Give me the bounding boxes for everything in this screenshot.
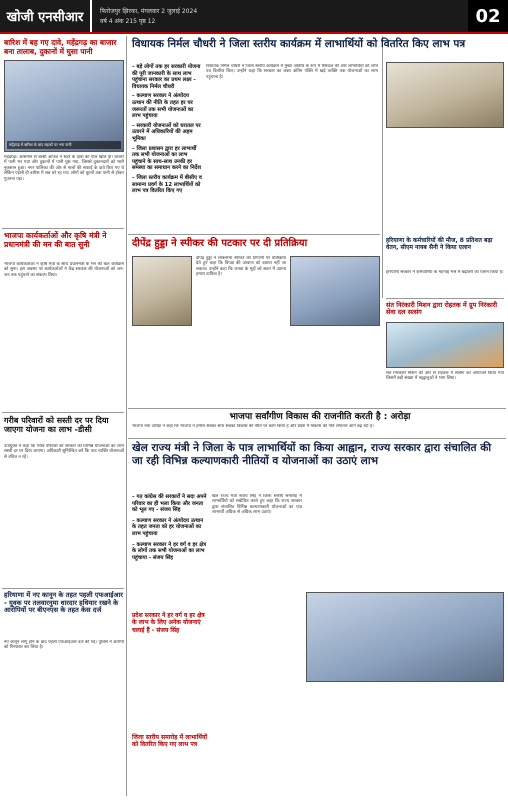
rain-body: महेंद्रगढ़। आसमान से बरसी आफत ने शहर के दावों की पोल खोल दी। बाजार में पानी भर गया और दुकानों में पानी घुस गया, जिससे दुकानदारों को भारी नुकसान हुआ। नगर पालिका की ओर से नालों की सफाई के दावे किए गए थे लेकिन पहली ही बारिश में सब धरे रह गए। लोगों को घुटनों तक पानी से होकर गुजरना पड़ा। [4,155,124,182]
chaudhary-bullet-1: – बड़े लोगों तक हर सरकारी योजना की पूरी जानकारी के साथ लाभ पहुंचाना सरकार का प्रथम लक्ष्य - विधायक निर्मल चौधरी [132,64,202,90]
hooda-body: दीपेंद्र हुड्डा ने लोकसभा स्पीकर की टिप्पणी पर प्रतिक्रिया देते हुए कहा कि विपक्ष की आवाज को दबाया नहीं जा सकता। उन्होंने कहा कि जनता के मुद्दों को सदन में उठाना हमारा दायित्व है। [196,256,286,278]
sports-headline: खेल राज्य मंत्री ने जिला के पात्र लाभार्थियों का किया आह्वान, राज्य सरकार द्वारा संचालित की जा रही विभिन्न कल्याणकारी नीतियों व योजनाओं का उठाएं लाभ [132,442,492,468]
sports-pull-quote-1: प्रदेश सरकार ने हर वर्ग व हर क्षेत्र के लाभ के लिए अनेक योजनाएं चलाई हैं - संजय सिंह [132,612,205,634]
rule-arora [128,408,506,409]
sports-body-2 [306,494,396,590]
hooda-body-cont-2 [290,330,380,404]
satsang-photo [386,322,504,368]
sports-body-5 [400,494,504,590]
chaudhary-bullet-2: – कल्याण सरकार ने अंत्योदय उत्थान की नीति के तहत हर घर जरूरतों तक सभी योजनाओं का लाभ पहुंचाया [132,93,202,119]
bjp-body: भाजपा कार्यकर्ताओं ने कृषि मंत्री के साथ प्रधानमंत्री के मन की बात कार्यक्रम को सुना। इस अवसर पर कार्यकर्ताओं ने केंद्र सरकार की योजनाओं को जन-जन तक पहुंचाने का संकल्प लिया। [4,262,124,278]
rule-sports [128,438,506,439]
chaudhary-bullets [132,64,202,232]
page-number: 02 [468,0,508,32]
employees-headline: हरियाणा के कर्मचारियों की मौज, 8 प्रतिशत बढ़ा वेतन, सीएम नायब सैनी ने किया एलान [386,237,493,251]
poor-headline: गरीब परिवारों को सस्ती दर पर दिया जाएगा योजना का लाभ -डीसी [4,416,109,435]
rain-headline: बारिश में बह गए दावे, महेंद्रगढ़ का बाजार बना तालाब, दुकानों में घुसा पानी [4,38,117,56]
rain-caption: महेंद्रगढ़ में बारिश के बाद सड़कों पर भरा पानी [7,141,121,149]
section-name: खोजी एनसीआर [0,0,92,32]
hooda-portrait [132,256,192,326]
hooda-headline: दीपेंद्र हुड्डा ने स्पीकर की पटकार पर दी प्रतिक्रिया [132,238,308,249]
employees-body: हरियाणा सरकार ने कर्मचारियों के महंगाई भत्ते में बढ़ोतरी का एलान किया है। [386,270,504,275]
sports-body-3 [306,686,402,794]
sports-body-4 [406,686,504,794]
sports-bullet-2: – कल्याण सरकार ने अंत्योदय उत्थान के तहत जनता को हर योजनाओं का लाभ पहुंचाया [132,518,208,538]
hooda-photo [290,256,380,326]
rain-photo [4,60,124,152]
rule-poor [2,412,124,413]
sports-body-left [132,660,208,730]
chaudhary-bullet-3: – सरकारी योजनाओं को धरातल पर उतारने में अधिकारियों की अहम भूमिका [132,123,202,143]
arora-body: भाजपा नेता अरोड़ा ने कहा कि भाजपा ने हमेशा सबका साथ सबका विकास की नीति पर काम किया है और प्रदेश में विकास की गति लगातार आगे बढ़ रही है। [132,424,374,429]
chaudhary-body: विधायक निर्मल चौधरी ने जिला स्तरीय कार्यक्रम में मुख्य अतिथि के रूप में शिरकत की और लाभार्थियों को लाभ पत्र वितरित किए। उन्होंने कहा कि सरकार का लक्ष्य अंतिम पंक्ति में खड़े व्यक्ति तक योजनाओं का लाभ पहुंचाना है। [206,64,378,80]
satsang-headline: संत निरंकारी मिशन द्वारा रोहतक में ग्रुप निरंकारी सेवा दल सत्संग [386,301,498,317]
dateline: फिरोजपुर झिरका, मंगलवार 2 जुलाई 2024 [100,8,198,15]
sports-bullets [132,494,208,794]
sports-pull-quote-2: जिला स्तरीय समारोह में लाभार्थियों को वितरित किए गए लाभ पत्र [132,734,208,749]
sports-bullet-3: – कल्याण सरकार ने हर वर्ग व हर क्षेत्र के लोगों तक सभी योजनाओं का लाभ पहुंचाया - संजय सिंह [132,542,208,562]
subline: वर्ष 4 अंक 215 पृष्ठ 12 [100,18,156,25]
law-headline: हरियाणा में नए कानून के तहत पहली एफआईआर - युवक पर तलवारनुमा धारदार हथियार रखने के आरोपियों पर बीएनएस के तहत केस दर्ज [4,591,123,615]
column-rule-2 [382,36,383,298]
chaudhary-bullet-4: – जिला प्रशासन द्वारा हर लाभार्थी तक सभी योजनाओं का लाभ पहुंचाने के साथ-साथ उनकी हर समस्या का समाधान करने का निर्देश [132,146,202,172]
poor-body: उपायुक्त ने कहा कि गरीब परिवारों को सरकार की विभिन्न योजनाओं का लाभ सस्ती दर पर दिया जाएगा। अधिकारी सुनिश्चित करें कि पात्र व्यक्ति योजनाओं से वंचित न रहें। [4,444,124,460]
rule-hooda [128,234,380,235]
law-body: नए कानून लागू होने के बाद पहली एफआईआर दर्ज की गई। पुलिस ने आरोपी को गिरफ्तार कर लिया है। [4,640,124,651]
rule-satsang [386,298,504,299]
masthead [0,0,508,32]
chaudhary-photo [386,62,504,128]
sports-body: खेल राज्य मंत्री संजय सिंह ने जिला स्तरीय समारोह में लाभार्थियों को संबोधित करते हुए कहा कि राज्य सरकार द्वारा संचालित विभिन्न कल्याणकारी योजनाओं का पात्र लाभार्थी अधिक से अधिक लाभ उठाएं। [212,494,302,516]
hooda-body-cont [132,330,192,404]
chaudhary-headline: विधायक निर्मल चौधरी ने जिला स्तरीय कार्यक्रम में लाभार्थियों को वितरित किए लाभ पत्र [132,38,466,50]
column-rule-1 [126,36,127,796]
chaudhary-bullet-5: – जिला स्तरीय कार्यक्रम में बीसीए व सामान्य प्रवर्ग के 12 लाभार्थियों को लाभ पत्र वितरित किए गए [132,175,202,195]
chaudhary-body-cont [386,132,504,228]
masthead-info [92,7,468,25]
bjp-headline: भाजपा कार्यकर्ताओं और कृषि मंत्री ने प्रधानमंत्री की मन की बात सुनी [4,231,107,249]
sports-photo [306,592,504,682]
arora-headline: भाजपा सर्वांगीण विकास की राजनीति करती है : अरोड़ा [229,412,411,422]
satsang-body: संत निरंकारी मिशन की ओर से रोहतक में सत्संग का आयोजन किया गया जिसमें बड़ी संख्या में श्रद्धालुओं ने भाग लिया। [386,371,504,382]
rule-bjp [2,228,124,229]
rule-law [2,588,124,589]
masthead-rule [0,32,508,34]
sports-bullet-1: – गत कांग्रेस की सरकारों ने सदा अपने परिवार का ही भला किया और जनता को भूल गए - संजय सिंह [132,494,208,514]
